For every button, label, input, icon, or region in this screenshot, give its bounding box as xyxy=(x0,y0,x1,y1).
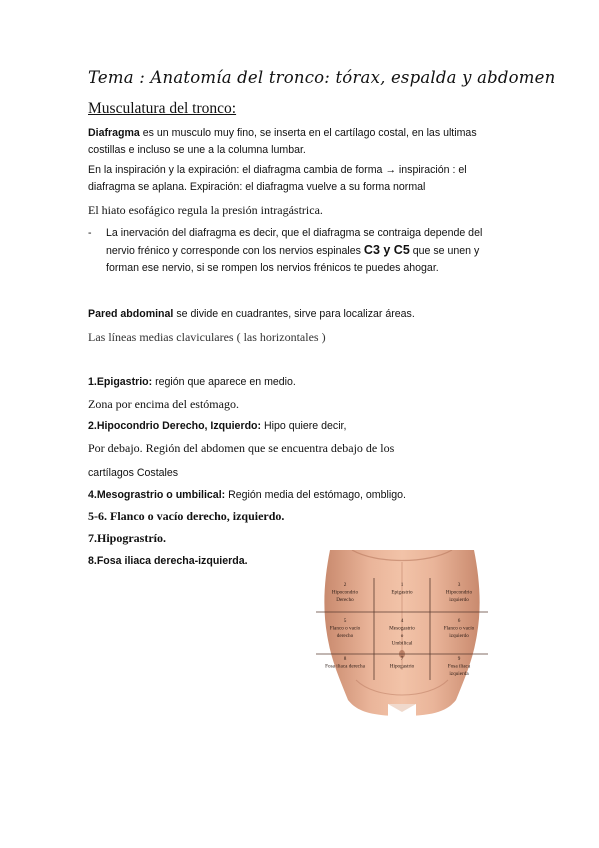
diafragma-text-1: es un musculo muy fino, se inserta en el cartílago costal, en las ultimas xyxy=(139,127,477,139)
debajo-text: Por debajo. Región del abdomen que se encuentra debajo de los xyxy=(88,441,395,455)
region-label: Flanco o vacío xyxy=(443,625,475,632)
region-label: Hipocondrio xyxy=(331,589,359,596)
mesogastrio-text: Región media del estómago, ombligo. xyxy=(225,489,406,501)
bullet-marker: - xyxy=(88,227,92,239)
pared-term: Pared abdominal xyxy=(88,308,174,320)
region-number: 6 xyxy=(457,618,461,624)
region-label: Hipogastrio xyxy=(389,663,415,670)
inervacion-text-3: forman ese nervio, si se rompen los nervios frénicos te puedes ahogar. xyxy=(106,262,439,274)
cartilagos-text: cartílagos Costales xyxy=(88,467,179,479)
region-label: izquierdo xyxy=(449,597,469,603)
zona-text: Zona por encima del estómago. xyxy=(88,397,239,411)
section-heading: Musculatura del tronco: xyxy=(88,100,237,117)
region-number: 4 xyxy=(400,618,404,624)
diafragma-paragraph xyxy=(88,125,477,159)
hipocondrio-text: Hipo quiere decir, xyxy=(261,420,347,432)
region-label: derecho xyxy=(336,633,354,639)
inspiracion-text-2: diafragma se aplana. Expiración: el diafragma vuelve a su forma normal xyxy=(88,181,426,193)
hipogastrio-item: 7.Hipograstrío. xyxy=(88,531,166,545)
inervacion-nerves: C3 y C5 xyxy=(363,243,410,257)
region-number: 1 xyxy=(400,582,404,588)
region-label: Derecho xyxy=(336,597,354,603)
fosa-item: 8.Fosa iliaca derecha-izquierda. xyxy=(88,555,248,567)
region-number: 9 xyxy=(457,656,461,662)
diafragma-text-2: costillas e incluso se une a la columna lumbar. xyxy=(88,144,306,156)
region-label: Umbilical xyxy=(391,640,413,647)
inspiracion-text-1: En la inspiración y la expiración: el diafragma cambia de forma → inspiración : el xyxy=(88,164,467,176)
inervacion-text-2c: que se unen y xyxy=(409,245,480,257)
diafragma-term: Diafragma xyxy=(88,127,140,139)
pared-text: se divide en cuadrantes, sirve para localizar áreas. xyxy=(173,308,415,320)
region-number: 5 xyxy=(343,618,347,624)
lineas-paragraph: Las líneas medias claviculares ( las horizontales ) xyxy=(88,330,326,344)
hipocondrio-term: 2.Hipocondrio Derecho, Izquierdo: xyxy=(88,420,262,432)
inspiracion-paragraph xyxy=(88,162,467,196)
region-label: Hipocondrio xyxy=(445,589,473,596)
region-label: o xyxy=(400,633,404,639)
epigastrio-text: región que aparece en medio. xyxy=(152,376,296,388)
region-number: 7 xyxy=(400,656,404,662)
document-title: Tema : Anatomía del tronco: tórax, espalda y abdomen xyxy=(88,68,556,87)
inervacion-text-1: La inervación del diafragma es decir, que el diafragma se contraiga depende del xyxy=(106,227,483,239)
flanco-item: 5-6. Flanco o vacío derecho, izquierdo. xyxy=(88,509,285,523)
region-label: izquierdo xyxy=(449,633,469,639)
hipocondrio-item xyxy=(88,418,346,435)
region-label: Flanco o vacío xyxy=(329,625,361,632)
epigastrio-item xyxy=(88,374,296,391)
region-number: 8 xyxy=(343,656,347,662)
abdomen-illustration xyxy=(316,550,488,716)
region-label: izquierda xyxy=(449,671,469,677)
region-label: Mesogastrio xyxy=(389,625,415,632)
region-label: Fosa iliaca derecha xyxy=(325,663,365,670)
epigastrio-term: 1.Epigastrio: xyxy=(88,376,153,388)
region-number: 3 xyxy=(457,582,461,588)
mesogastrio-term: 4.Mesograstrio o umbilical: xyxy=(88,489,226,501)
region-label: Epigastrio xyxy=(391,589,413,596)
region-label: Fosa iliaca xyxy=(447,663,471,670)
inervacion-text-2a: nervio frénico y corresponde con los nervios espinales xyxy=(106,245,364,257)
pared-paragraph xyxy=(88,306,415,323)
abdomen-regions-figure xyxy=(316,550,488,716)
hiato-paragraph: El hiato esofágico regula la presión intragástrica. xyxy=(88,203,323,217)
inervacion-paragraph xyxy=(106,225,482,277)
mesogastrio-item xyxy=(88,487,406,504)
region-number: 2 xyxy=(343,582,347,588)
